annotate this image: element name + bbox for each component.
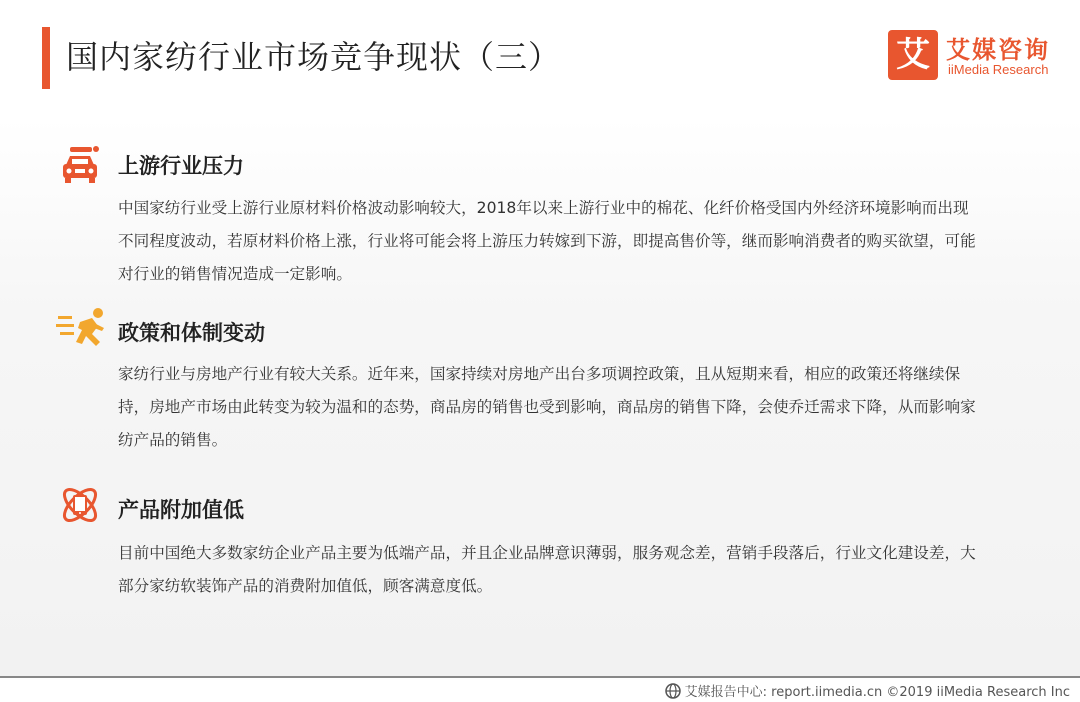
footer-divider	[0, 676, 1080, 678]
logo-mark: 艾	[888, 30, 938, 80]
page-title: 国内家纺行业市场竞争现状（三）	[66, 38, 562, 76]
footer-text: 艾媒报告中心: report.iimedia.cn ©2019 iiMedia Research Inc	[684, 685, 1070, 700]
section-body: 目前中国绝大多数家纺企业产品主要为低端产品，并且企业品牌意识薄弱，服务观念差，营销手段落后，行业文化建设差，大部分家纺软装饰产品的消费附加值低，顾客满意度低。	[118, 544, 976, 595]
globe-icon	[665, 683, 681, 699]
logo-name-cn: 艾媒咨询	[946, 36, 1050, 64]
section-title: 上游行业压力	[118, 154, 244, 178]
orbit-phone-icon	[58, 483, 102, 527]
section-body: 中国家纺行业受上游行业原材料价格波动影响较大，2018年以来上游行业中的棉花、化纤价格受国内外经济环境影响而出现不同程度波动，若原材料价格上涨，行业将可能会将上游压力转嫁到下游，即提高售价等，继而影响消费者的购买欲望，可能对行业的销售情况造成一定影响。	[118, 199, 976, 283]
running-person-icon	[56, 306, 110, 350]
iimedia-logo	[888, 30, 1060, 82]
section-body: 家纺行业与房地产行业有较大关系。近年来，国家持续对房地产出台多项调控政策，且从短期来看，相应的政策还将继续保持，房地产市场由此转变为较为温和的态势，商品房的销售也受到影响，商品房的销售下降，会使乔迁需求下降，从而影响家纺产品的销售。	[118, 365, 976, 449]
logo-name-en: iiMedia Research	[948, 62, 1049, 77]
title-accent-bar	[42, 27, 50, 89]
footer	[665, 681, 1070, 700]
car-icon	[58, 143, 102, 187]
section-title: 政策和体制变动	[118, 321, 265, 345]
section-title: 产品附加值低	[118, 498, 244, 522]
